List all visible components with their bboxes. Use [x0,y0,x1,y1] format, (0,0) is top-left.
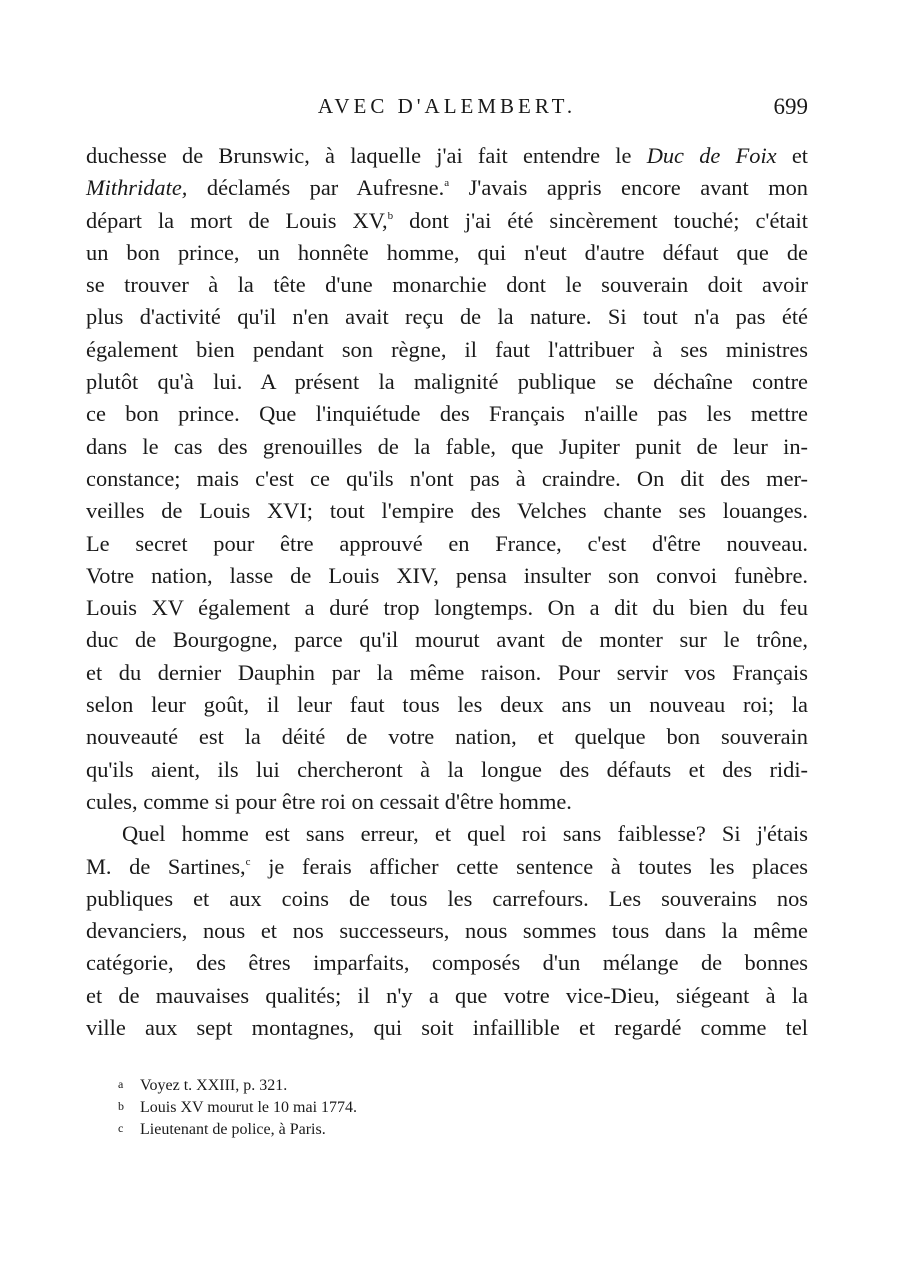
footnote [118,1095,758,1117]
text-line [86,818,808,850]
text-segment: duchesse de Brunswic, à laquelle j'ai fait entendre le [86,143,647,168]
footnote-text: Lieutenant de police, à Paris. [140,1121,326,1138]
footnote [118,1073,758,1095]
text-line [86,915,808,947]
text-line [86,205,808,237]
text-line [86,980,808,1012]
footnote-reference: a [444,177,450,190]
text-line [86,237,808,269]
text-line [86,463,808,495]
text-segment: qu'ils aient, ils lui chercheront à la longue des défauts et des ridi- [86,756,808,782]
text-line [86,431,808,463]
text-segment: également bien pendant son règne, il faut l'attribuer à ses ministres [86,336,808,362]
italic-title: Duc de Foix [646,143,777,168]
text-segment: Quel homme est sans erreur, et quel roi sans faiblesse? Si j'étais [122,821,808,847]
footnote-mark: a [118,1077,124,1091]
page-number: 699 [773,94,808,119]
text-line [86,883,808,915]
text-segment: je ferais afficher cette sentence à toutes les places [250,853,808,879]
text-segment: ville aux sept montagnes, qui soit infaillible et regardé comme tel [86,1015,808,1041]
text-segment: plutôt qu'à lui. A présent la malignité publique se déchaîne contre [86,369,808,395]
text-segment: Votre nation, lasse de Louis XIV, pensa insulter son convoi funèbre. [86,562,808,588]
text-segment: selon leur goût, il leur faut tous les deux ans un nouveau roi; la [86,692,808,718]
text-segment: et du dernier Dauphin par la même raison. Pour servir vos Français [86,659,808,685]
text-segment: cules, comme si pour être roi on cessait d'être homme. [86,788,572,814]
text-line [86,140,808,172]
footnote-text: Louis XV mourut le 10 mai 1774. [140,1099,358,1116]
text-segment: se trouver à la tête d'une monarchie dont le souverain doit avoir [86,272,808,298]
text-line [86,689,808,721]
text-segment: un bon prince, un honnête homme, qui n'eut d'autre défaut que de [86,239,808,265]
text-segment: publiques et aux coins de tous les carrefours. Les souverains nos [86,885,808,911]
text-line [86,754,808,786]
text-segment: devanciers, nous et nos successeurs, nous sommes tous dans la même [86,918,808,944]
text-segment: catégorie, des êtres imparfaits, composés d'un mélange de bonnes [86,950,808,976]
text-segment: nouveauté est la déité de votre nation, et quelque bon souverain [86,724,808,750]
text-line [86,398,808,430]
text-line [86,301,808,333]
text-segment: départ la mort de Louis XV, [86,207,388,233]
text-line [86,592,808,624]
text-line [86,721,808,753]
text-line [86,657,808,689]
text-line [86,172,808,204]
body-text [86,140,808,1044]
footnote-text: Voyez t. XXIII, p. 321. [140,1077,288,1094]
text-line [86,1012,808,1044]
text-segment: et [776,143,808,168]
text-segment: déclamés par Aufresne. [187,175,445,201]
text-segment: veilles de Louis XVI; tout l'empire des Velches chante ses louanges. [86,498,808,524]
italic-title: Mithridate, [86,175,188,201]
text-segment: duc de Bourgogne, parce qu'il mourut avant de monter sur le trône, [86,627,808,653]
footnote-mark: c [118,1121,124,1135]
text-line [86,947,808,979]
text-segment: dans le cas des grenouilles de la fable, que Jupiter punit de leur in- [86,433,808,459]
text-segment: M. de Sartines, [86,853,246,879]
text-segment: J'avais appris encore avant mon [449,175,808,201]
text-segment: ce bon prince. Que l'inquiétude des Français n'aille pas les mettre [86,401,808,427]
text-segment: constance; mais c'est ce qu'ils n'ont pas à craindre. On dit des mer- [86,465,808,491]
page-header [86,94,808,128]
text-segment: et de mauvaises qualités; il n'y a que votre vice-Dieu, siégeant à la [86,982,808,1008]
footnote [118,1117,758,1139]
text-line [86,495,808,527]
text-segment: plus d'activité qu'il n'en avait reçu de la nature. Si tout n'a pas été [86,304,808,330]
text-line [86,334,808,366]
text-line [86,366,808,398]
text-line [86,528,808,560]
text-line [86,624,808,656]
footnote-reference: b [387,209,394,222]
text-line [86,269,808,301]
text-line [86,851,808,883]
text-segment: Le secret pour être approuvé en France, c'est d'être nouveau. [86,530,808,556]
text-segment: Louis XV également a duré trop longtemps. On a dit du bien du feu [86,595,808,621]
running-head: AVEC D'ALEMBERT. [317,94,577,118]
text-line [86,786,808,818]
footnote-reference: c [245,855,251,868]
text-line [86,560,808,592]
footnotes [118,1073,758,1139]
text-segment: dont j'ai été sincèrement touché; c'était [393,207,808,233]
footnote-mark: b [118,1099,124,1113]
